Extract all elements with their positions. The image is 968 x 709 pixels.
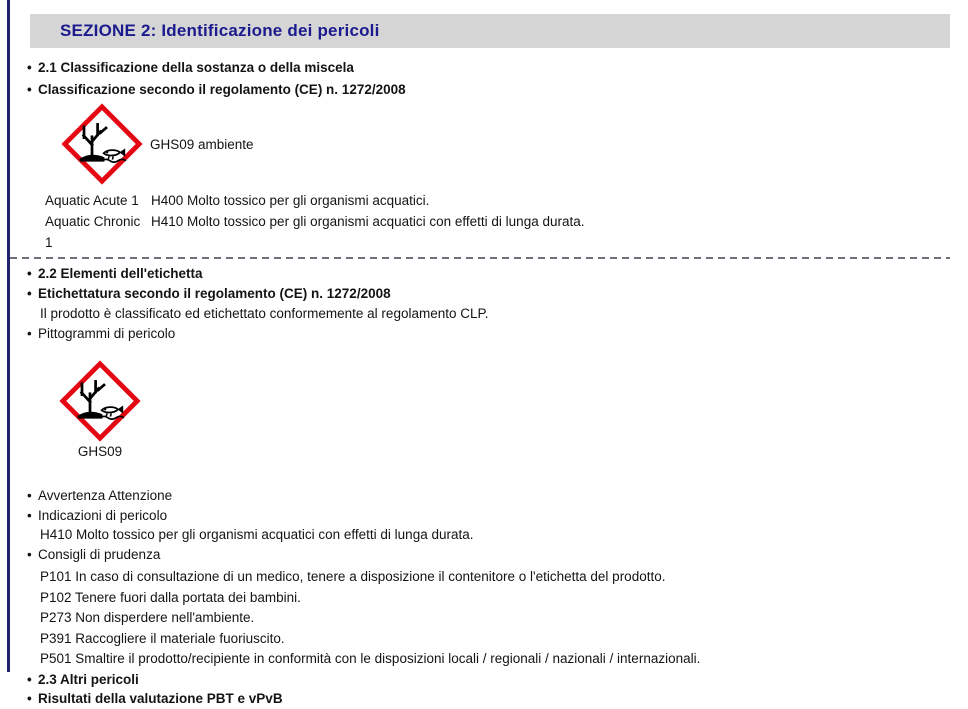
section-header-bar [30, 14, 950, 48]
subheading-classification-regulation: • Classificazione secondo il regolamento (CE) n. 1272/2008 [27, 79, 968, 101]
subheading-labelling-regulation: • Etichettatura secondo il regolamento (CE) n. 1272/2008 [27, 284, 968, 304]
clp-note: Il prodotto è classificato ed etichettato conformemente al regolamento CLP. [40, 306, 489, 321]
heading-2-1: • 2.1 Classificazione della sostanza o della miscela [27, 57, 968, 79]
ghs09-environment-icon [60, 361, 140, 441]
precaution-p501: P501 Smaltire il prodotto/recipiente in conformità con le disposizioni locali / regionali / nazionali / internazionali. [40, 651, 701, 666]
precaution-p101: P101 In caso di consultazione di un medico, tenere a disposizione il contenitore o l'etichetta del prodotto. [40, 569, 666, 584]
section-body [27, 48, 968, 709]
hazard-category: Aquatic Chronic 1 [45, 214, 141, 250]
page-left-border [7, 0, 10, 672]
ghs09-pictogram-block-2 [60, 361, 140, 460]
pictograms-label: • Pittogrammi di pericolo [27, 324, 968, 344]
ghs09-environment-icon [62, 104, 142, 184]
heading-2-3: • 2.3 Altri pericoli [27, 670, 968, 690]
hazard-statement: H410 Molto tossico per gli organismi acquatici con effetti di lunga durata. [151, 214, 585, 229]
table-row [45, 211, 968, 253]
subheading-pbt-vpvb: • Risultati della valutazione PBT e vPvB [27, 689, 968, 709]
pictogram-caption: GHS09 ambiente [150, 136, 254, 152]
hazard-category: Aquatic Acute 1 [45, 193, 139, 208]
classification-table [45, 190, 968, 253]
signal-word-line: • Avvertenza Attenzione [27, 486, 968, 506]
precaution-p102: P102 Tenere fuori dalla portata dei bambini. [40, 589, 301, 605]
hazard-statements-label: • Indicazioni di pericolo [27, 506, 968, 526]
section-title: SEZIONE 2: Identificazione dei pericoli [60, 21, 380, 40]
hazard-statement: H400 Molto tossico per gli organismi acquatici. [151, 193, 430, 208]
precaution-p391: P391 Raccogliere il materiale fuoriuscito. [40, 630, 285, 646]
hazard-statement-h410: H410 Molto tossico per gli organismi acquatici con effetti di lunga durata. [40, 527, 474, 542]
section-divider [10, 257, 950, 259]
ghs09-pictogram-block [62, 103, 968, 185]
table-row [45, 190, 968, 211]
pictogram-code: GHS09 [77, 444, 123, 459]
precaution-p273: P273 Non disperdere nell'ambiente. [40, 610, 255, 625]
heading-2-2: • 2.2 Elementi dell'etichetta [27, 264, 968, 284]
precautionary-statements-label: • Consigli di prudenza [27, 545, 968, 565]
